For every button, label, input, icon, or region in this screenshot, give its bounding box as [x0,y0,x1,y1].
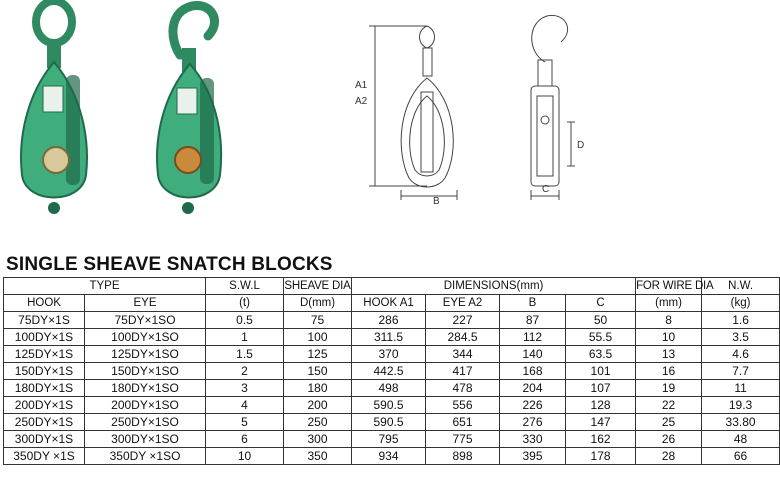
table-row [4,448,780,465]
header-eye: EYE [85,295,206,312]
eye-block-photo [14,0,94,225]
header-sheave-dia: SHEAVE DIA [284,278,352,295]
cell-wire: 13 [636,346,702,363]
cell-swl: 1.5 [206,346,284,363]
cell-b: 276 [500,414,566,431]
bottom-bolt [182,202,194,214]
cell-eye: 180DY×1SO [85,380,206,397]
cell-nw: 11 [702,380,780,397]
cell-a1: 498 [352,380,426,397]
cell-eye: 75DY×1SO [85,312,206,329]
center-pin [43,147,69,173]
header-sheave-unit: D(mm) [284,295,352,312]
cell-eye: 125DY×1SO [85,346,206,363]
cell-hook: 75DY×1S [4,312,85,329]
cell-a2: 417 [426,363,500,380]
cell-sheave: 200 [284,397,352,414]
cell-eye: 300DY×1SO [85,431,206,448]
cell-c: 63.5 [566,346,636,363]
cheek-plate-edge [66,75,80,185]
label-d: D [577,140,585,151]
cell-nw: 3.5 [702,329,780,346]
label-b: B [433,196,440,207]
side-view-drawing [505,0,615,210]
cell-hook: 125DY×1S [4,346,85,363]
nameplate [43,86,63,112]
header-swl: S.W.L [206,278,284,295]
header-hook: HOOK [4,295,85,312]
cell-sheave: 150 [284,363,352,380]
cheek-plate-edge [200,78,214,184]
cell-eye: 150DY×1SO [85,363,206,380]
table-row [4,380,780,397]
cell-a1: 795 [352,431,426,448]
cell-c: 162 [566,431,636,448]
cell-a1: 286 [352,312,426,329]
cell-swl: 6 [206,431,284,448]
cell-b: 204 [500,380,566,397]
cell-b: 140 [500,346,566,363]
front-view-drawing [345,0,475,210]
cell-c: 50 [566,312,636,329]
cell-c: 55.5 [566,329,636,346]
label-a2: A2 [355,96,368,107]
header-dimensions: DIMENSIONS(mm) [352,278,636,295]
hook-outline [532,15,568,62]
hook-outline [420,26,435,48]
header-b: B [500,295,566,312]
cell-b: 168 [500,363,566,380]
cell-b: 330 [500,431,566,448]
spec-table-body [4,312,780,465]
cell-wire: 22 [636,397,702,414]
cell-hook: 350DY ×1S [4,448,85,465]
cell-swl: 2 [206,363,284,380]
cell-eye: 200DY×1SO [85,397,206,414]
header-wire-unit: (mm) [636,295,702,312]
block-outline [401,78,453,187]
cell-hook: 200DY×1S [4,397,85,414]
cell-hook: 150DY×1S [4,363,85,380]
hook [173,5,215,55]
center-pin [175,147,201,173]
table-row [4,363,780,380]
cell-swl: 10 [206,448,284,465]
cell-a1: 934 [352,448,426,465]
cell-eye: 350DY ×1SO [85,448,206,465]
header-c: C [566,295,636,312]
bottom-bolt [48,202,60,214]
table-row [4,414,780,431]
cell-nw: 66 [702,448,780,465]
cell-nw: 1.6 [702,312,780,329]
table-row [4,431,780,448]
cell-sheave: 350 [284,448,352,465]
header-wire-dia: FOR WIRE DIA [636,278,702,295]
header-nw-unit: (kg) [702,295,780,312]
table-row [4,312,780,329]
header-type: TYPE [4,278,206,295]
label-a1: A1 [355,80,368,91]
cell-nw: 7.7 [702,363,780,380]
cell-b: 226 [500,397,566,414]
cell-c: 178 [566,448,636,465]
swivel-eye [36,1,72,43]
cell-hook: 250DY×1S [4,414,85,431]
cell-a2: 898 [426,448,500,465]
cell-a2: 556 [426,397,500,414]
spec-table [3,277,780,465]
cell-a1: 311.5 [352,329,426,346]
cell-wire: 10 [636,329,702,346]
cell-b: 112 [500,329,566,346]
cell-a2: 227 [426,312,500,329]
cell-b: 395 [500,448,566,465]
hook-block-photo [150,0,240,225]
cell-wire: 8 [636,312,702,329]
cell-a2: 478 [426,380,500,397]
header-swl-unit: (t) [206,295,284,312]
cell-swl: 1 [206,329,284,346]
cell-hook: 300DY×1S [4,431,85,448]
cell-wire: 16 [636,363,702,380]
cell-sheave: 250 [284,414,352,431]
cell-eye: 250DY×1SO [85,414,206,431]
cell-a1: 590.5 [352,414,426,431]
cell-a2: 344 [426,346,500,363]
block-side-outline [531,86,559,186]
cell-swl: 3 [206,380,284,397]
cell-a2: 775 [426,431,500,448]
cell-wire: 25 [636,414,702,431]
table-row [4,397,780,414]
cell-a1: 442.5 [352,363,426,380]
cell-wire: 28 [636,448,702,465]
cell-eye: 100DY×1SO [85,329,206,346]
cell-a2: 651 [426,414,500,431]
page-title: SINGLE SHEAVE SNATCH BLOCKS [6,254,333,275]
cell-swl: 5 [206,414,284,431]
header-row-2 [4,295,780,312]
cell-sheave: 180 [284,380,352,397]
cell-a2: 284.5 [426,329,500,346]
header-eye-a2: EYE A2 [426,295,500,312]
cell-sheave: 100 [284,329,352,346]
cell-sheave: 125 [284,346,352,363]
cell-swl: 0.5 [206,312,284,329]
cell-nw: 4.6 [702,346,780,363]
cell-c: 128 [566,397,636,414]
cell-wire: 26 [636,431,702,448]
table-row [4,346,780,363]
cell-hook: 100DY×1S [4,329,85,346]
nameplate [177,88,197,114]
header-nw: N.W. [702,278,780,295]
cell-nw: 48 [702,431,780,448]
cell-wire: 19 [636,380,702,397]
cell-b: 87 [500,312,566,329]
cell-a1: 590.5 [352,397,426,414]
header-hook-a1: HOOK A1 [352,295,426,312]
cell-c: 107 [566,380,636,397]
cell-sheave: 75 [284,312,352,329]
cell-a1: 370 [352,346,426,363]
cell-c: 101 [566,363,636,380]
cell-nw: 19.3 [702,397,780,414]
cell-hook: 180DY×1S [4,380,85,397]
cell-swl: 4 [206,397,284,414]
header-row-1 [4,278,780,295]
cell-c: 147 [566,414,636,431]
cell-sheave: 300 [284,431,352,448]
label-c: C [542,184,550,195]
table-row [4,329,780,346]
cell-nw: 33.80 [702,414,780,431]
